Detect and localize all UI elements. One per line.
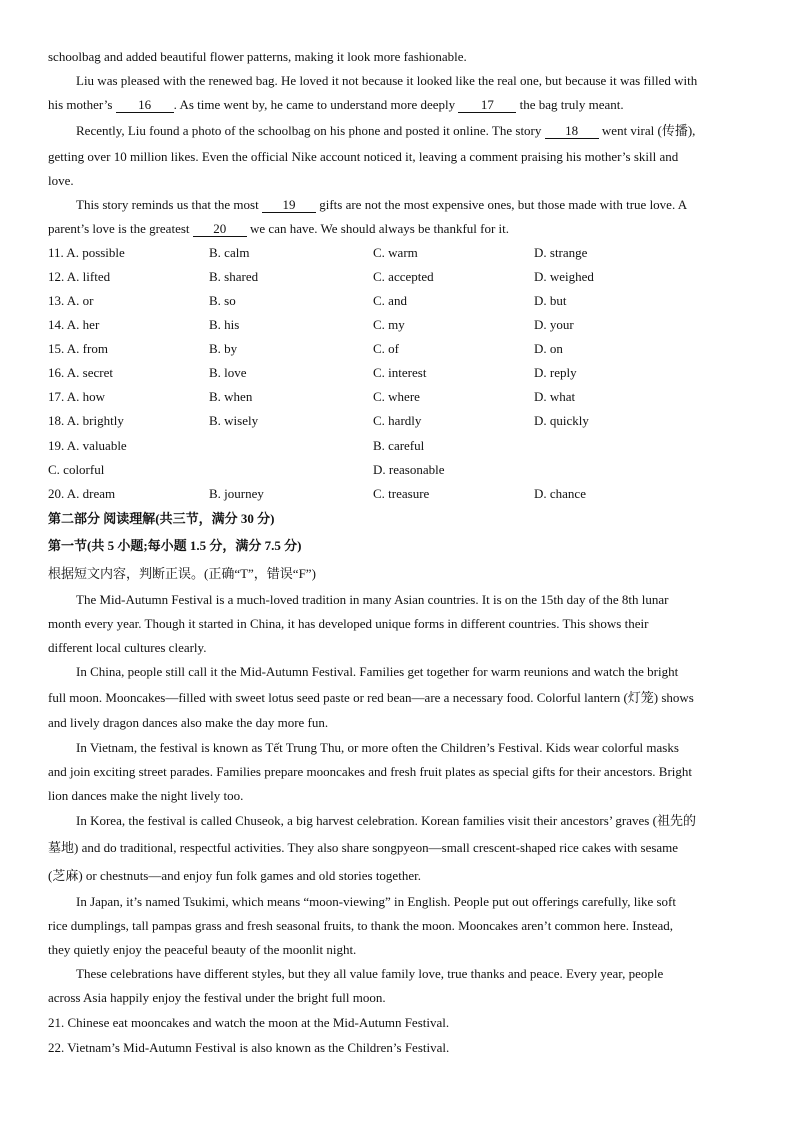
option-11-a: 11. A. possible: [48, 245, 125, 260]
option-14-b: B. his: [209, 317, 240, 332]
option-19-a: 19. A. valuable: [48, 438, 127, 453]
cloze-para-3-line-1: [76, 122, 748, 140]
passage-line: month every year. Though it started in China, it has developed unique forms in different countries. This shows their: [48, 616, 649, 631]
option-15-a: 15. A. from: [48, 341, 108, 356]
option-18-b: B. wisely: [209, 413, 259, 428]
option-15-d: D. on: [534, 341, 563, 356]
text-segment: the bag truly meant.: [519, 97, 624, 112]
instructions: 根据短文内容，判断正误。(正确“T”，错误“F”): [48, 566, 316, 581]
option-13-d: D. but: [534, 293, 567, 308]
option-16-a: 16. A. secret: [48, 365, 113, 380]
passage-line: In China, people still call it the Mid-Autumn Festival. Families get together for warm reunions and watch the bright: [76, 664, 679, 679]
option-18-c: C. hardly: [373, 413, 422, 428]
option-13-b: B. so: [209, 293, 236, 308]
option-13-a: 13. A. or: [48, 293, 94, 308]
cloze-para-2-line-2: [48, 96, 748, 114]
text-segment: went viral (传播),: [601, 123, 696, 138]
passage-line: full moon. Mooncakes—filled with sweet lotus seed paste or red bean—are a necessary food. Colorful lantern (灯笼) shows: [48, 690, 694, 705]
passage-line: and join exciting street parades. Families prepare mooncakes and fresh fruit plates as special gifts for their ancestors. Bright: [48, 764, 693, 779]
option-12-b: B. shared: [209, 269, 259, 284]
option-20-c: C. treasure: [373, 486, 430, 501]
option-13-c: C. and: [373, 293, 407, 308]
passage-line: In Japan, it’s named Tsukimi, which means “moon-viewing” in English. People put out offerings carefully, like soft: [76, 894, 676, 909]
cloze-para-4-line-2: [48, 220, 748, 238]
option-17-d: D. what: [534, 389, 576, 404]
option-14-c: C. my: [373, 317, 405, 332]
passage-line: 墓地) and do traditional, respectful activities. They also share songpyeon—small crescent-shaped rice cakes with sesame: [48, 840, 679, 855]
option-16-d: D. reply: [534, 365, 577, 380]
blank-17: 17: [458, 97, 516, 113]
option-11-d: D. strange: [534, 245, 588, 260]
option-15-c: C. of: [373, 341, 399, 356]
option-19-c: C. colorful: [48, 462, 105, 477]
passage-line: These celebrations have different styles, but they all value family love, true thanks and peace. Every year, people: [76, 966, 664, 981]
option-17-c: C. where: [373, 389, 420, 404]
option-16-b: B. love: [209, 365, 247, 380]
option-12-c: C. accepted: [373, 269, 434, 284]
cloze-para-4-line-1: [76, 196, 748, 214]
cloze-para-2-line-1: Liu was pleased with the renewed bag. He loved it not because it looked like the real one, but because it was filled with: [76, 73, 698, 88]
option-15-b: B. by: [209, 341, 238, 356]
blank-19: 19: [262, 197, 316, 213]
passage-line: they quietly enjoy the peaceful beauty of the moonlit night.: [48, 942, 357, 957]
option-14-d: D. your: [534, 317, 574, 332]
option-17-b: B. when: [209, 389, 253, 404]
option-11-b: B. calm: [209, 245, 250, 260]
text-segment: Recently, Liu found a photo of the schoolbag on his phone and posted it online. The story: [76, 123, 542, 138]
option-20-b: B. journey: [209, 486, 264, 501]
passage-line: In Korea, the festival is called Chuseok, a big harvest celebration. Korean families visit their ancestors’ graves (祖先的: [76, 813, 696, 828]
passage-line: and lively dragon dances also make the day more fun.: [48, 715, 329, 730]
blank-18: 18: [545, 123, 599, 139]
blank-20: 20: [193, 221, 247, 237]
cloze-para-3-line-3: love.: [48, 173, 74, 188]
text-segment: gifts are not the most expensive ones, but those made with true love. A: [319, 197, 688, 212]
text-segment: . As time went by, he came to understand more deeply: [173, 97, 456, 112]
option-18-a: 18. A. brightly: [48, 413, 124, 428]
question-21: 21. Chinese eat mooncakes and watch the moon at the Mid-Autumn Festival.: [48, 1015, 450, 1030]
option-19-d: D. reasonable: [373, 462, 445, 477]
option-12-d: D. weighed: [534, 269, 594, 284]
option-14-a: 14. A. her: [48, 317, 100, 332]
option-16-c: C. interest: [373, 365, 427, 380]
blank-16: 16: [116, 97, 174, 113]
passage-line: lion dances make the night lively too.: [48, 788, 244, 803]
option-20-d: D. chance: [534, 486, 586, 501]
cloze-para-3-line-2: getting over 10 million likes. Even the official Nike account noticed it, leaving a comment praising his mother’s skill and: [48, 149, 679, 164]
option-11-c: C. warm: [373, 245, 418, 260]
cloze-para-1: schoolbag and added beautiful flower patterns, making it look more fashionable.: [48, 49, 467, 64]
text-segment: his mother’s: [48, 97, 113, 112]
text-segment: parent’s love is the greatest: [48, 221, 190, 236]
section-one-heading: 第一节(共 5 小题;每小题 1.5 分，满分 7.5 分): [48, 538, 302, 553]
question-22: 22. Vietnam’s Mid-Autumn Festival is also known as the Children’s Festival.: [48, 1040, 450, 1055]
option-17-a: 17. A. how: [48, 389, 106, 404]
part-two-heading: 第二部分 阅读理解(共三节，满分 30 分): [48, 511, 275, 526]
passage-line: across Asia happily enjoy the festival under the bright full moon.: [48, 990, 386, 1005]
passage-line: The Mid-Autumn Festival is a much-loved tradition in many Asian countries. It is on the 15th day of the 8th lunar: [76, 592, 669, 607]
passage-line: rice dumplings, tall pampas grass and fresh seasonal fruits, to thank the moon. Mooncakes aren’t common here. Instead,: [48, 918, 674, 933]
passage-line: different local cultures clearly.: [48, 640, 207, 655]
option-19-b: B. careful: [373, 438, 425, 453]
option-12-a: 12. A. lifted: [48, 269, 111, 284]
passage-line: In Vietnam, the festival is known as Tết Trung Thu, or more often the Children’s Festival. Kids wear colorful masks: [76, 740, 679, 755]
text-segment: This story reminds us that the most: [76, 197, 259, 212]
option-20-a: 20. A. dream: [48, 486, 116, 501]
passage-line: (芝麻) or chestnuts—and enjoy fun folk games and old stories together.: [48, 868, 421, 883]
option-18-d: D. quickly: [534, 413, 589, 428]
text-segment: we can have. We should always be thankful for it.: [250, 221, 510, 236]
